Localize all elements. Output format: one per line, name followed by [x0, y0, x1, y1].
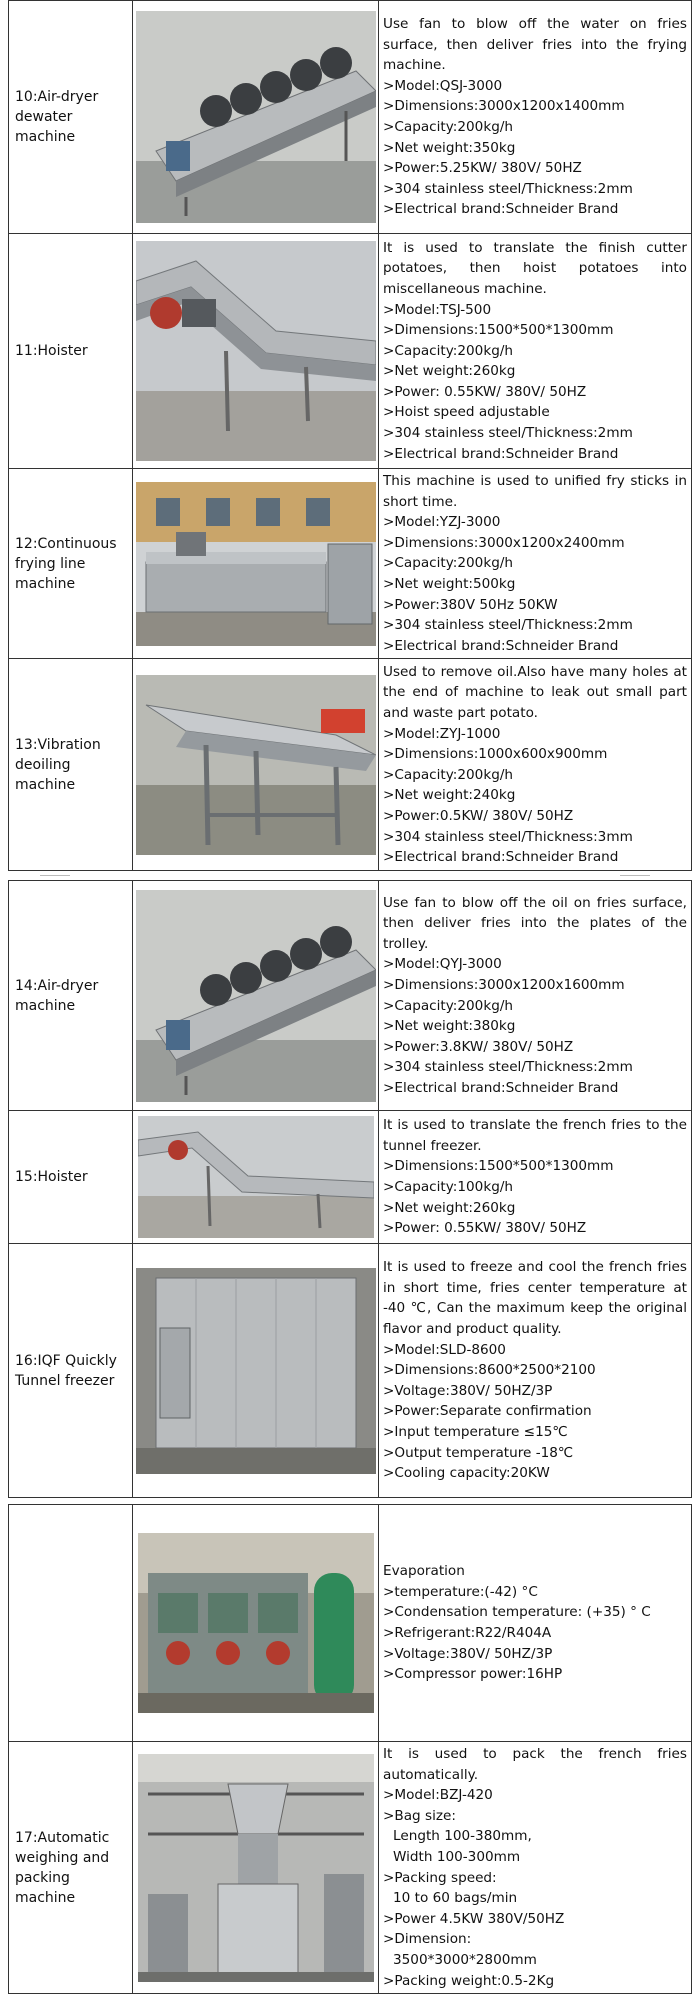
spec-line: >Model:QYJ-3000: [383, 956, 502, 973]
table-row: [9, 1, 692, 234]
spec-line: >Capacity:200kg/h: [383, 555, 514, 572]
spec-line: >304 stainless steel/Thickness:2mm: [383, 617, 633, 634]
spec-line: >Dimensions:3000x1200x2400mm: [383, 534, 625, 551]
spec-line: >Packing speed:: [383, 1869, 497, 1886]
table-row: [9, 1742, 692, 1994]
intro-text: It is used to translate the finish cutter potatoes, then hoist potatoes into miscellaneous machine.: [383, 239, 687, 297]
machine-description: [379, 1742, 692, 1994]
machine-name: 14:Air-dryer machine: [9, 881, 133, 1111]
spec-line: >Net weight:500kg: [383, 575, 516, 592]
spec-line: >Model:QSJ-3000: [383, 77, 503, 94]
spec-line: >Net weight:380kg: [383, 1018, 516, 1035]
table-row: [9, 659, 692, 871]
machine-description: [379, 1505, 692, 1742]
spec-line: >Power:380V 50Hz 50KW: [383, 596, 558, 613]
spec-line: >Dimensions:3000x1200x1600mm: [383, 976, 625, 993]
spec-list: [383, 1156, 687, 1238]
packing-machine-photo: [138, 1754, 374, 1982]
machine-description: [379, 1, 692, 234]
spec-line: >Electrical brand:Schneider Brand: [383, 445, 619, 462]
spec-line: >Refrigerant:R22/R404A: [383, 1625, 552, 1641]
spec-line: >Power: 0.55KW/ 380V/ 50HZ: [383, 1220, 587, 1237]
machine-photo-cell: [133, 1244, 379, 1498]
machine-name: [9, 1505, 133, 1742]
spec-line: 3500*3000*2800mm: [393, 1951, 537, 1968]
tunnel-freezer-photo: [136, 1268, 376, 1474]
spec-line: >Electrical brand:Schneider Brand: [383, 637, 619, 654]
spec-line: >Model:ZYJ-1000: [383, 725, 501, 742]
spec-line: >Capacity:200kg/h: [383, 342, 514, 359]
spec-line: >Hoist speed adjustable: [383, 404, 550, 421]
intro-text: It is used to freeze and cool the french fries in short time, fries center temperature at -40 ℃, Can the maximum keep the original flavor and product quality.: [383, 1259, 687, 1338]
spec-line: >Power:5.25KW/ 380V/ 50HZ: [383, 160, 582, 177]
intro-text: Evaporation: [383, 1563, 465, 1580]
spec-line: >Dimension:: [383, 1931, 472, 1948]
machine-name: 17:Automatic weighing and packing machine: [9, 1742, 133, 1994]
machine-description: [379, 469, 692, 659]
spec-line: >Condensation temperature: (+35) ° C: [383, 1604, 651, 1621]
machine-name: 13:Vibration deoiling machine: [9, 659, 133, 871]
intro-text: This machine is used to unified fry sticks in short time.: [383, 473, 687, 510]
intro-text: It is used to translate the french fries to the tunnel freezer.: [383, 1117, 687, 1154]
spec-list: [383, 300, 687, 465]
spec-line: >Dimensions:1500*500*1300mm: [383, 1158, 614, 1175]
spec-line: >Model:YZJ-3000: [383, 514, 501, 531]
table-row: [9, 1111, 692, 1244]
spec-line: >Bag size:: [383, 1807, 456, 1824]
table-row: [9, 234, 692, 469]
spec-line: >Voltage:380V/ 50HZ/3P: [383, 1382, 553, 1399]
machine-photo-cell: [133, 1742, 379, 1994]
spec-line: >Net weight:260kg: [383, 363, 516, 380]
machine-name: 16:IQF Quickly Tunnel freezer: [9, 1244, 133, 1498]
spec-line: 10 to 60 bags/min: [393, 1890, 518, 1907]
spec-line: >Dimensions:1000x600x900mm: [383, 746, 608, 763]
hoister-photo: [138, 1116, 374, 1238]
spec-line: >Capacity:200kg/h: [383, 766, 514, 783]
spec-line: >Model:SLD-8600: [383, 1341, 506, 1358]
machine-description: [379, 1244, 692, 1498]
spec-line: >Electrical brand:Schneider Brand: [383, 1079, 619, 1096]
spec-list: [383, 954, 687, 1098]
spec-line: >Model:TSJ-500: [383, 301, 492, 318]
spec-list: [383, 1785, 687, 1991]
table-row: [9, 1244, 692, 1498]
intro-text: It is used to pack the french fries automatically.: [383, 1746, 687, 1783]
table-row: [9, 881, 692, 1111]
machine-description: [379, 1111, 692, 1244]
spec-line: >Net weight:260kg: [383, 1199, 516, 1216]
machine-photo-cell: [133, 881, 379, 1111]
spec-line: >Power:3.8KW/ 380V/ 50HZ: [383, 1038, 574, 1055]
spec-line: >Net weight:350kg: [383, 139, 516, 156]
spec-line: >Packing weight:0.5-2Kg: [383, 1972, 555, 1989]
spec-table-2: [8, 880, 692, 1498]
machine-photo-cell: [133, 659, 379, 871]
spec-list: [383, 76, 687, 220]
spec-line: >Capacity:200kg/h: [383, 997, 514, 1014]
machine-name: 12:Continuous frying line machine: [9, 469, 133, 659]
spec-line: >Net weight:240kg: [383, 787, 516, 804]
table-row: [9, 469, 692, 659]
machine-description: [379, 659, 692, 871]
machine-name: 10:Air-dryer dewater machine: [9, 1, 133, 234]
hoister-photo: [136, 241, 376, 461]
spec-line: >304 stainless steel/Thickness:3mm: [383, 828, 633, 845]
spec-line: >304 stainless steel/Thickness:2mm: [383, 180, 633, 197]
spec-line: >Input temperature ≤15℃: [383, 1423, 568, 1440]
spec-list: [383, 724, 687, 868]
machine-photo-cell: [133, 1, 379, 234]
spec-line: >Capacity:100kg/h: [383, 1179, 514, 1195]
machine-photo-cell: [133, 1111, 379, 1244]
spec-line: >Output temperature -18℃: [383, 1444, 574, 1461]
machine-description: [379, 881, 692, 1111]
machine-photo-cell: [133, 469, 379, 659]
page-separator: [40, 875, 70, 876]
spec-line: >Power 4.5KW 380V/50HZ: [383, 1910, 565, 1927]
machine-name: 11:Hoister: [9, 234, 133, 469]
vibration-deoiling-photo: [136, 675, 376, 855]
page-separator: [620, 875, 650, 876]
spec-line: >Model:BZJ-420: [383, 1787, 493, 1804]
frying-line-photo: [136, 482, 376, 646]
intro-text: Use fan to blow off the oil on fries surface, then deliver fries into the plates of the trolley.: [383, 894, 687, 952]
spec-line: >Dimensions:8600*2500*2100: [383, 1362, 596, 1379]
air-dryer-photo: [136, 890, 376, 1102]
air-dryer-photo: [136, 11, 376, 223]
spec-line: >304 stainless steel/Thickness:2mm: [383, 425, 633, 442]
spec-list: [383, 1582, 687, 1685]
machine-name: 15:Hoister: [9, 1111, 133, 1244]
spec-list: [383, 512, 687, 656]
intro-text: Use fan to blow off the water on fries surface, then deliver fries into the frying machine.: [383, 16, 687, 74]
machine-photo-cell: [133, 234, 379, 469]
spec-line: >Power:0.5KW/ 380V/ 50HZ: [383, 808, 574, 825]
spec-table-1: [8, 0, 692, 871]
spec-line: >Compressor power:16HP: [383, 1666, 563, 1683]
spec-line: >Cooling capacity:20KW: [383, 1465, 550, 1482]
spec-line: >Dimensions:3000x1200x1400mm: [383, 98, 625, 115]
spec-line: >Electrical brand:Schneider Brand: [383, 201, 619, 218]
spec-table-3: [8, 1504, 692, 1994]
compressor-unit-photo: [138, 1533, 374, 1713]
machine-photo-cell: [133, 1505, 379, 1742]
spec-line: >Dimensions:1500*500*1300mm: [383, 322, 614, 339]
spec-line: >temperature:(-42) °C: [383, 1583, 538, 1600]
spec-line: >304 stainless steel/Thickness:2mm: [383, 1059, 633, 1076]
spec-list: [383, 1340, 687, 1484]
spec-line: >Power:Separate confirmation: [383, 1403, 592, 1420]
spec-line: >Capacity:200kg/h: [383, 119, 514, 135]
table-row: [9, 1505, 692, 1742]
spec-line: >Power: 0.55KW/ 380V/ 50HZ: [383, 383, 587, 400]
intro-text: Used to remove oil.Also have many holes at the end of machine to leak out small part and waste part potato.: [383, 663, 687, 722]
spec-line: Length 100-380mm,: [393, 1828, 532, 1845]
machine-description: [379, 234, 692, 469]
spec-line: >Electrical brand:Schneider Brand: [383, 849, 619, 866]
spec-line: Width 100-300mm: [393, 1848, 521, 1865]
spec-line: >Voltage:380V/ 50HZ/3P: [383, 1645, 553, 1662]
